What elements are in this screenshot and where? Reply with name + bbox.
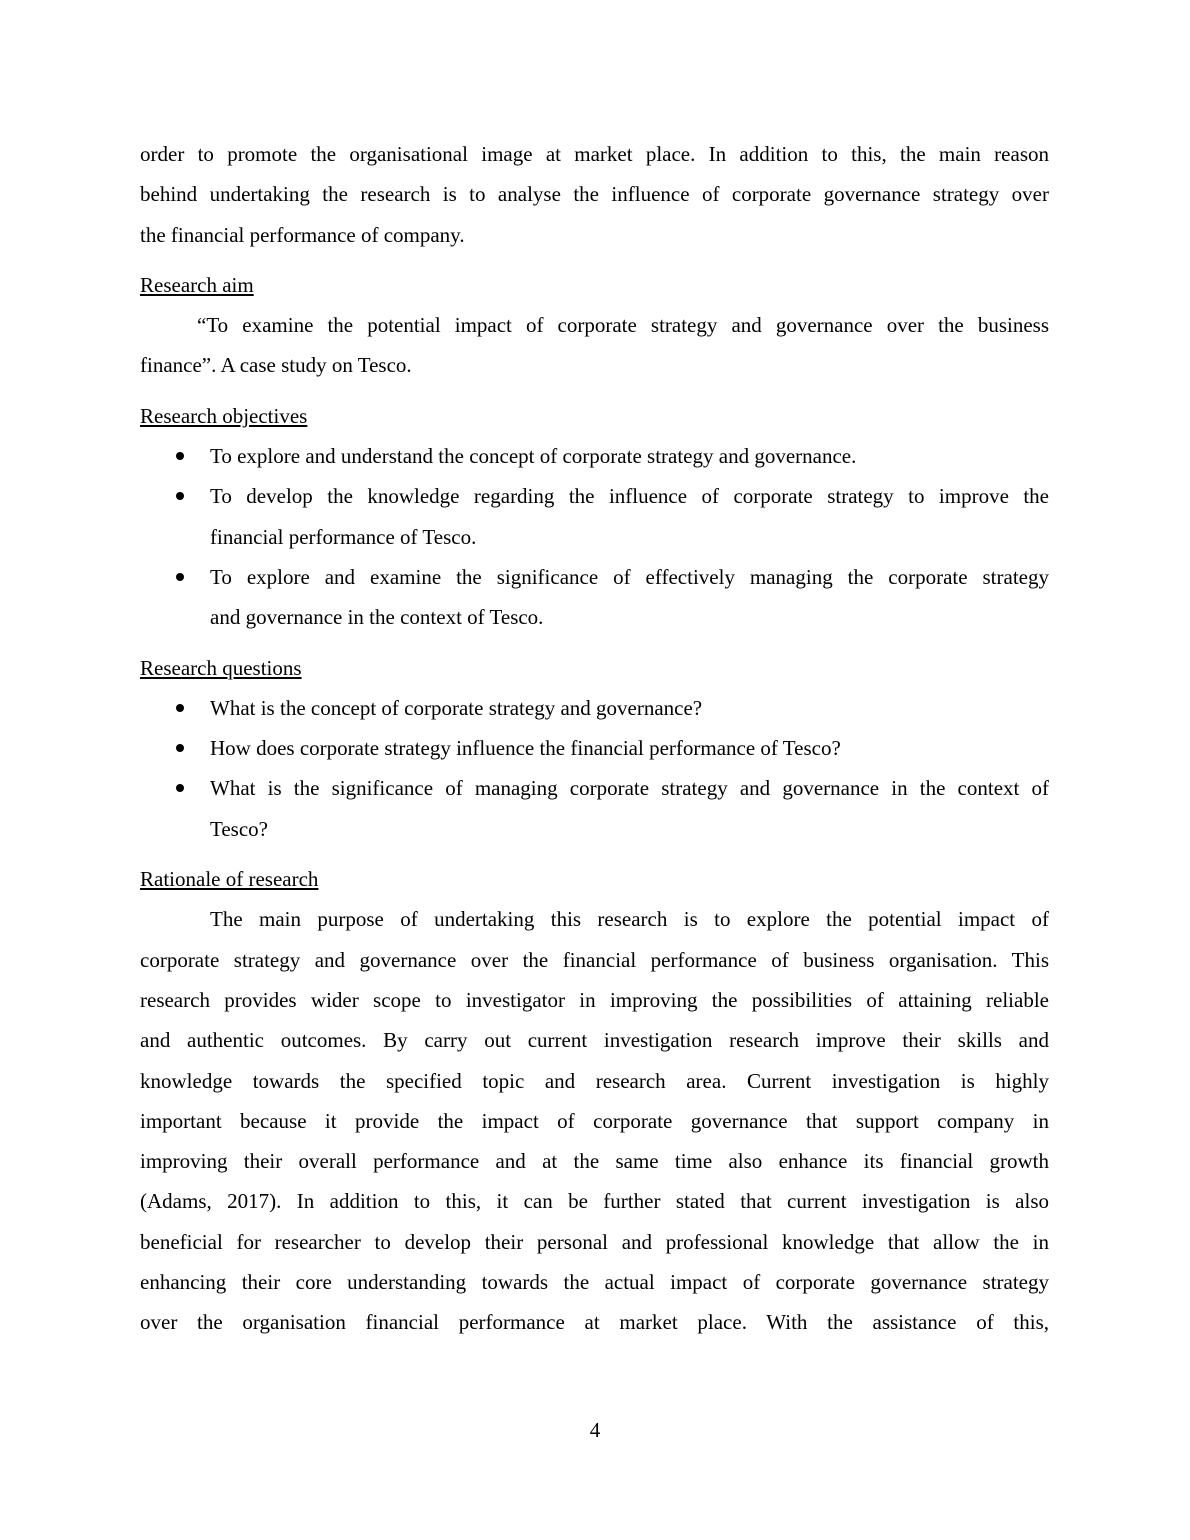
text-line: the financial performance of company. xyxy=(140,222,465,247)
research-aim-paragraph xyxy=(140,305,1049,386)
text-line: and governance in the context of Tesco. xyxy=(210,605,544,630)
document-body xyxy=(140,134,1049,1343)
text-line: finance”. A case study on Tesco. xyxy=(140,353,412,378)
text-line: How does corporate strategy influence the financial performance of Tesco? xyxy=(210,736,841,761)
text-line: Tesco? xyxy=(210,816,268,841)
text-line: order to promote the organisational image at market place. In addition to this, the main reason xyxy=(140,142,1049,166)
research-aim-heading: Research aim xyxy=(140,272,254,297)
text-line: behind undertaking the research is to analyse the influence of corporate governance strategy over xyxy=(140,182,1049,207)
intro-paragraph xyxy=(140,134,1049,255)
text-line: What is the significance of managing corporate strategy and governance in the context of xyxy=(210,776,1049,801)
text-line: To develop the knowledge regarding the influence of corporate strategy to improve the xyxy=(210,484,1049,509)
page-number: 4 xyxy=(589,1418,601,1442)
rationale-heading: Rationale of research xyxy=(140,867,319,892)
text-line: corporate strategy and governance over the financial performance of business organisation. This xyxy=(140,947,1049,972)
text-line: To explore and examine the significance of effectively managing the corporate strategy xyxy=(210,564,1049,589)
text-line: improving their overall performance and at the same time also enhance its financial growth xyxy=(140,1149,1049,1174)
list-item xyxy=(140,728,1049,768)
text-line: over the organisation financial performance at market place. With the assistance of this, xyxy=(140,1310,1049,1335)
bullet-icon xyxy=(176,704,184,712)
text-line: “To examine the potential impact of corporate strategy and governance over the business xyxy=(197,313,1049,338)
research-objectives-heading: Research objectives xyxy=(140,403,308,428)
text-line: To explore and understand the concept of corporate strategy and governance. xyxy=(210,444,857,469)
text-line: The main purpose of undertaking this research is to explore the potential impact of xyxy=(210,907,1049,932)
list-item xyxy=(140,476,1049,557)
list-item xyxy=(140,768,1049,849)
bullet-icon xyxy=(176,452,184,460)
text-line: What is the concept of corporate strategy and governance? xyxy=(210,695,703,720)
text-line: beneficial for researcher to develop their personal and professional knowledge that allow the in xyxy=(140,1229,1049,1254)
objectives-list xyxy=(140,436,1049,637)
list-item xyxy=(140,688,1049,728)
text-line: important because it provide the impact of corporate governance that support company in xyxy=(140,1108,1049,1133)
bullet-icon xyxy=(176,784,184,792)
text-line: enhancing their core understanding towards the actual impact of corporate governance strategy xyxy=(140,1270,1049,1295)
text-line: research provides wider scope to investigator in improving the possibilities of attaining reliable xyxy=(140,987,1049,1012)
text-line: (Adams, 2017). In addition to this, it can be further stated that current investigation is also xyxy=(140,1189,1049,1214)
text-line: financial performance of Tesco. xyxy=(210,524,477,549)
list-item xyxy=(140,557,1049,638)
questions-list xyxy=(140,688,1049,849)
bullet-icon xyxy=(176,744,184,752)
bullet-icon xyxy=(176,573,184,581)
bullet-icon xyxy=(176,492,184,500)
text-line: and authentic outcomes. By carry out current investigation research improve their skills and xyxy=(140,1028,1049,1053)
rationale-paragraph xyxy=(140,899,1049,1342)
research-questions-heading: Research questions xyxy=(140,655,302,680)
list-item xyxy=(140,436,1049,476)
text-line: knowledge towards the specified topic and research area. Current investigation is highly xyxy=(140,1068,1049,1093)
